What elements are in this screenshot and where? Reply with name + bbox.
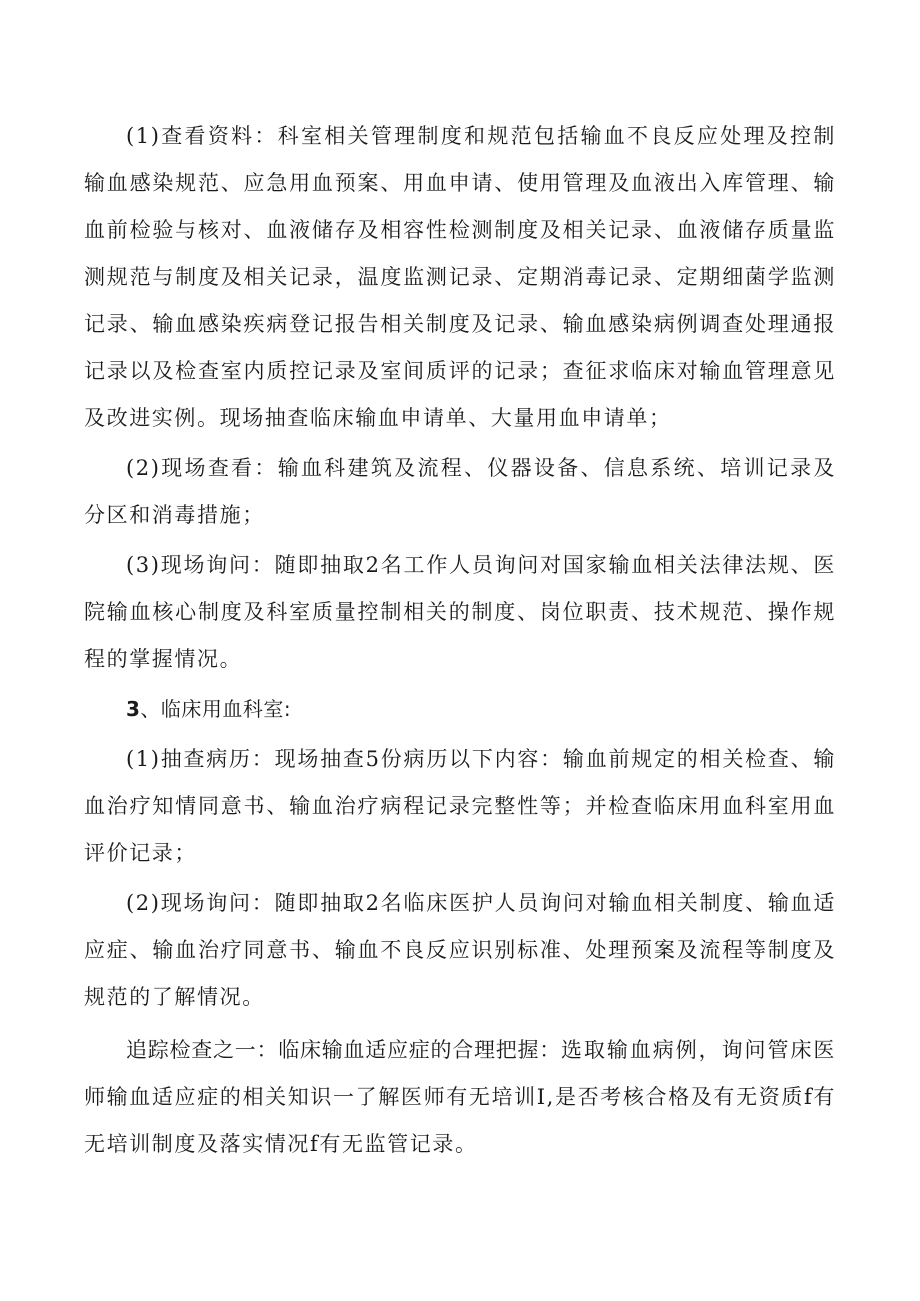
tracking-check-body: 选取输血病例，询问管床医师输血适应症的相关知识一了解医师有无培训I,是否考核合格及有无资质f有无培训制度及落实情况f有无监管记录。 bbox=[84, 1038, 836, 1156]
paragraph-site-inquiry: (3)现场询问：随即抽取2名工作人员询问对国家输血相关法律法规、医院输血核心制度及科室质量控制相关的制度、岗位职责、技术规范、操作规程的掌握情况。 bbox=[84, 553, 836, 671]
section-title: 、临床用血科室: bbox=[140, 697, 292, 721]
paragraph-tracking-check bbox=[84, 1027, 836, 1168]
paragraph-review-materials: (1)查看资料：科室相关管理制度和规范包括输血不良反应处理及控制输血感染规范、应急用血预案、用血申请、使用管理及血液出入库管理、输血前检验与核对、血液储存及相容性检测制度及相关记录、血液储存质量监测规范与制度及相关记录，温度监测记录、定期消毒记录、定期细菌学监测记录、输血感染疾病登记报告相关制度及记录、输血感染病例调查处理通报记录以及检查室内质控记录及室间质评的记录；查征求临床对输血管理意见及改进实例。现场抽查临床输血申请单、大量用血申请单； bbox=[84, 124, 836, 430]
section-heading-clinical-departments bbox=[84, 686, 836, 733]
paragraph-staff-inquiry: (2)现场询问：随即抽取2名临床医护人员询问对输血相关制度、输血适应症、输血治疗同意书、输血不良反应识别标准、处理预案及流程等制度及规范的了解情况。 bbox=[84, 891, 836, 1009]
section-number: 3 bbox=[126, 697, 141, 721]
paragraph-site-inspection: (2)现场查看：输血科建筑及流程、仪器设备、信息系统、培训记录及分区和消毒措施； bbox=[84, 456, 836, 527]
tracking-check-lead: 追踪检查之一：临床输血适应症的合理把握： bbox=[126, 1038, 561, 1062]
paragraph-record-sampling: (1)抽查病历：现场抽查5份病历以下内容：输血前规定的相关检查、输血治疗知情同意书、输血治疗病程记录完整性等；并检查临床用血科室用血评价记录； bbox=[84, 747, 836, 865]
document-body bbox=[84, 113, 836, 1168]
